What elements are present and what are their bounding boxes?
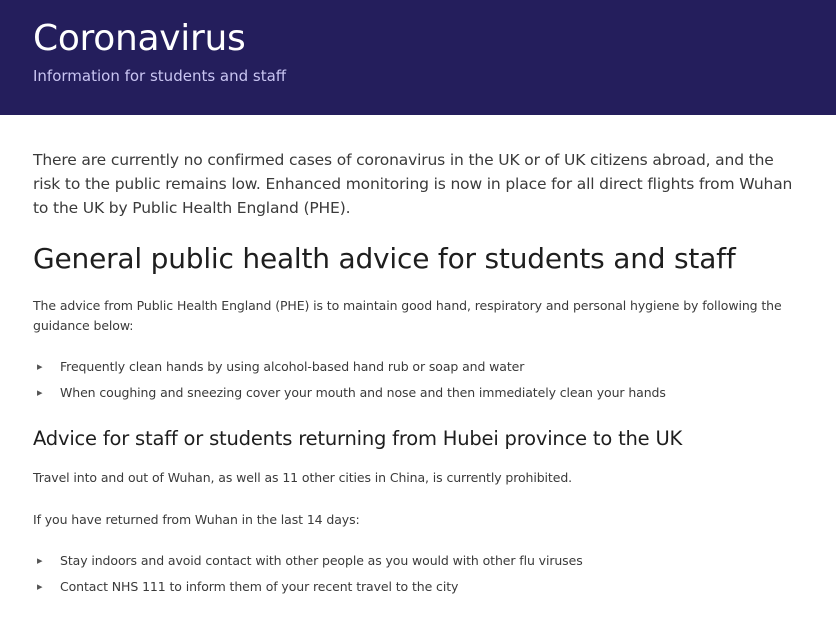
returning-advice-list xyxy=(33,548,793,600)
list-item xyxy=(33,574,793,600)
intro-section xyxy=(33,148,793,220)
list-item-text: Frequently clean hands by using alcohol-based hand rub or soap and water xyxy=(60,359,525,374)
page-banner xyxy=(0,0,836,115)
general-advice-heading: General public health advice for students and staff xyxy=(33,242,736,275)
bullet-icon: ▸ xyxy=(37,360,43,373)
bullet-icon: ▸ xyxy=(37,554,43,567)
list-item xyxy=(33,354,793,380)
list-item xyxy=(33,380,793,406)
general-advice-list xyxy=(33,354,793,406)
returning-advice-heading: Advice for staff or students returning from Hubei province to the UK xyxy=(33,427,683,450)
travel-restriction-paragraph: Travel into and out of Wuhan, as well as 11 other cities in China, is currently prohibited. xyxy=(33,470,573,485)
returned-from-wuhan-paragraph: If you have returned from Wuhan in the last 14 days: xyxy=(33,512,360,527)
intro-paragraph: There are currently no confirmed cases of coronavirus in the UK or of UK citizens abroad, and the risk to the public remains low. Enhanced monitoring is now in place for all direct flights from Wuhan to the UK by Public Health England (PHE). xyxy=(33,151,793,217)
list-item-text: When coughing and sneezing cover your mouth and nose and then immediately clean your hands xyxy=(60,385,666,400)
list-item-text: Stay indoors and avoid contact with other people as you would with other flu viruses xyxy=(60,553,583,568)
page-title: Coronavirus xyxy=(33,18,246,59)
page-subtitle: Information for students and staff xyxy=(33,67,287,85)
general-advice-paragraph: The advice from Public Health England (PHE) is to maintain good hand, respiratory and personal hygiene by following the guidance below: xyxy=(33,298,782,333)
bullet-icon: ▸ xyxy=(37,580,43,593)
bullet-icon: ▸ xyxy=(37,386,43,399)
list-item xyxy=(33,548,793,574)
list-item-text: Contact NHS 111 to inform them of your recent travel to the city xyxy=(60,579,459,594)
